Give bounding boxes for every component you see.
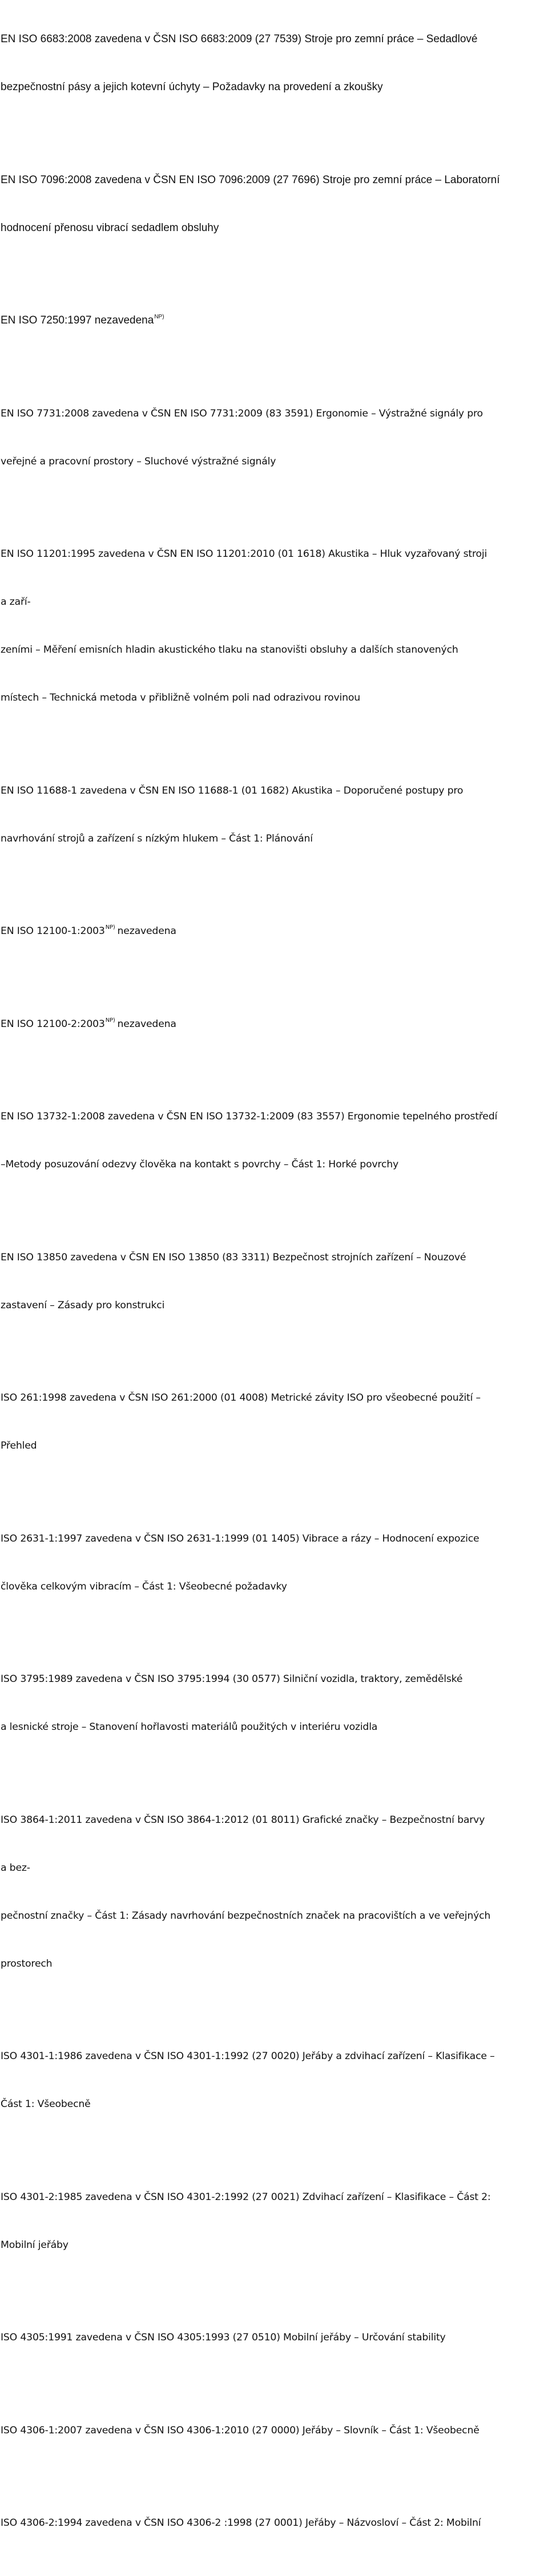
entry-line: člověka celkovým vibracím – Část 1: Všeobecné požadavky <box>1 1580 287 1592</box>
standard-entry <box>1 2016 547 2144</box>
standard-entry <box>1 984 547 1064</box>
entry-line: bezpečnostní pásy a jejich kotevní úchyty – Požadavky na provedení a zkoušky <box>1 81 383 93</box>
entry-line: místech – Technická metoda v přibližně volném poli nad odrazivou rovinou <box>1 692 360 703</box>
entry-line <box>1 923 547 939</box>
entry-line: Mobilní jeřáby <box>1 2239 68 2251</box>
standard-entry <box>1 751 547 879</box>
standard-entry <box>1 1358 547 1486</box>
entry-line: a zaří- <box>1 596 31 608</box>
entry-line: EN ISO 7731:2008 zavedena v ČSN EN ISO 7731:2009 (83 3591) Ergonomie – Výstražné signály pro <box>1 407 483 419</box>
standard-entry <box>1 1499 547 1627</box>
standard-entry <box>1 891 547 971</box>
standard-entry <box>1 2483 547 2563</box>
entry-line: zastavení – Zásady pro konstrukci <box>1 1299 165 1311</box>
entry-line: ISO 261:1998 zavedena v ČSN ISO 261:2000 (01 4008) Metrické závity ISO pro všeobecné použití – <box>1 1392 481 1404</box>
standard-entry <box>1 2298 547 2377</box>
entry-line <box>1 313 547 329</box>
standard-entry <box>1 140 547 268</box>
standard-entry <box>1 1780 547 2004</box>
entry-line: Část 1: Všeobecně <box>1 2098 91 2110</box>
entry-line: EN ISO 7096:2008 zavedena v ČSN EN ISO 7096:2009 (27 7696) Stroje pro zemní práce – Laboratorní <box>1 173 500 186</box>
standard-entry <box>1 1218 547 1345</box>
not-published-marker: NP) <box>105 924 115 931</box>
entry-line: veřejné a pracovní prostory – Sluchové výstražné signály <box>1 455 276 467</box>
entry-line: –Metody posuzování odezvy člověka na kontakt s povrchy – Část 1: Horké povrchy <box>1 1159 399 1170</box>
not-published-marker: NP) <box>154 314 164 320</box>
standard-entry <box>1 1077 547 1204</box>
entry-line: a bez- <box>1 1862 30 1874</box>
entry-line <box>1 1016 547 1032</box>
entry-text: nezavedena <box>117 1018 176 1030</box>
entry-text: EN ISO 12100-1:2003 <box>1 925 105 937</box>
entry-line: ISO 4301-2:1985 zavedena v ČSN ISO 4301-2:1992 (27 0021) Zdvihací zařízení – Klasifikace – Část 2: <box>1 2191 491 2203</box>
entry-text: nezavedena <box>117 925 176 937</box>
entry-line: ISO 3864-1:2011 zavedena v ČSN ISO 3864-1:2012 (01 8011) Grafické značky – Bezpečnostní barvy <box>1 1814 485 1826</box>
standard-entry <box>1 2391 547 2470</box>
entry-line: EN ISO 6683:2008 zavedena v ČSN ISO 6683:2009 (27 7539) Stroje pro zemní práce – Sedadlové <box>1 33 478 45</box>
standard-entry <box>1 0 547 127</box>
not-published-marker: NP) <box>105 1017 115 1024</box>
entry-line: a lesnické stroje – Stanovení hořlavosti materiálů použitých v interiéru vozidla <box>1 1721 378 1733</box>
entry-line: ISO 4301-1:1986 zavedena v ČSN ISO 4301-1:1992 (27 0020) Jeřáby a zdvihací zařízení – Klasifikace – <box>1 2051 495 2062</box>
standards-list <box>1 0 547 2576</box>
entry-line: ISO 2631-1:1997 zavedena v ČSN ISO 2631-1:1999 (01 1405) Vibrace a rázy – Hodnocení expozice <box>1 1532 480 1544</box>
standard-entry <box>1 374 547 502</box>
entry-line: Přehled <box>1 1440 37 1451</box>
entry-line: prostorech <box>1 1958 53 1970</box>
entry-line: EN ISO 11688-1 zavedena v ČSN EN ISO 11688-1 (01 1682) Akustika – Doporučené postupy pro <box>1 784 464 796</box>
entry-line: hodnocení přenosu vibrací sedadlem obsluhy <box>1 221 219 234</box>
entry-text: EN ISO 7250:1997 nezavedena <box>1 314 154 326</box>
entry-line: ISO 4306-2:1994 zavedena v ČSN ISO 4306-2 :1998 (27 0001) Jeřáby – Názvosloví – Část 2: Mobilní <box>1 2517 481 2529</box>
entry-line: EN ISO 11201:1995 zavedena v ČSN EN ISO 11201:2010 (01 1618) Akustika – Hluk vyzařovaný stroji <box>1 548 487 560</box>
standard-entry <box>1 281 547 361</box>
entry-line: zeními – Měření emisních hladin akustického tlaku na stanovišti obsluhy a dalších stanovených <box>1 644 458 656</box>
standard-entry <box>1 2157 547 2285</box>
entry-line: navrhování strojů a zařízení s nízkým hlukem – Část 1: Plánování <box>1 832 313 844</box>
entry-line: ISO 3795:1989 zavedena v ČSN ISO 3795:1994 (30 0577) Silniční vozidla, traktory, zemědělské <box>1 1673 463 1685</box>
standard-entry <box>1 514 547 738</box>
entry-line: EN ISO 13850 zavedena v ČSN EN ISO 13850 (83 3311) Bezpečnost strojních zařízení – Nouzové <box>1 1251 466 1263</box>
entry-line: EN ISO 13732-1:2008 zavedena v ČSN EN ISO 13732-1:2009 (83 3557) Ergonomie tepelného prostředí <box>1 1111 498 1122</box>
entry-line: ISO 4305:1991 zavedena v ČSN ISO 4305:1993 (27 0510) Mobilní jeřáby – Určování stability <box>1 2332 446 2343</box>
entry-line: pečnostní značky – Část 1: Zásady navrhování bezpečnostních značek na pracovištích a ve veřejných <box>1 1910 491 1922</box>
standard-entry <box>1 1639 547 1767</box>
entry-text: EN ISO 12100-2:2003 <box>1 1018 105 1030</box>
entry-line: ISO 4306-1:2007 zavedena v ČSN ISO 4306-1:2010 (27 0000) Jeřáby – Slovník – Část 1: Všeobecně <box>1 2424 480 2436</box>
